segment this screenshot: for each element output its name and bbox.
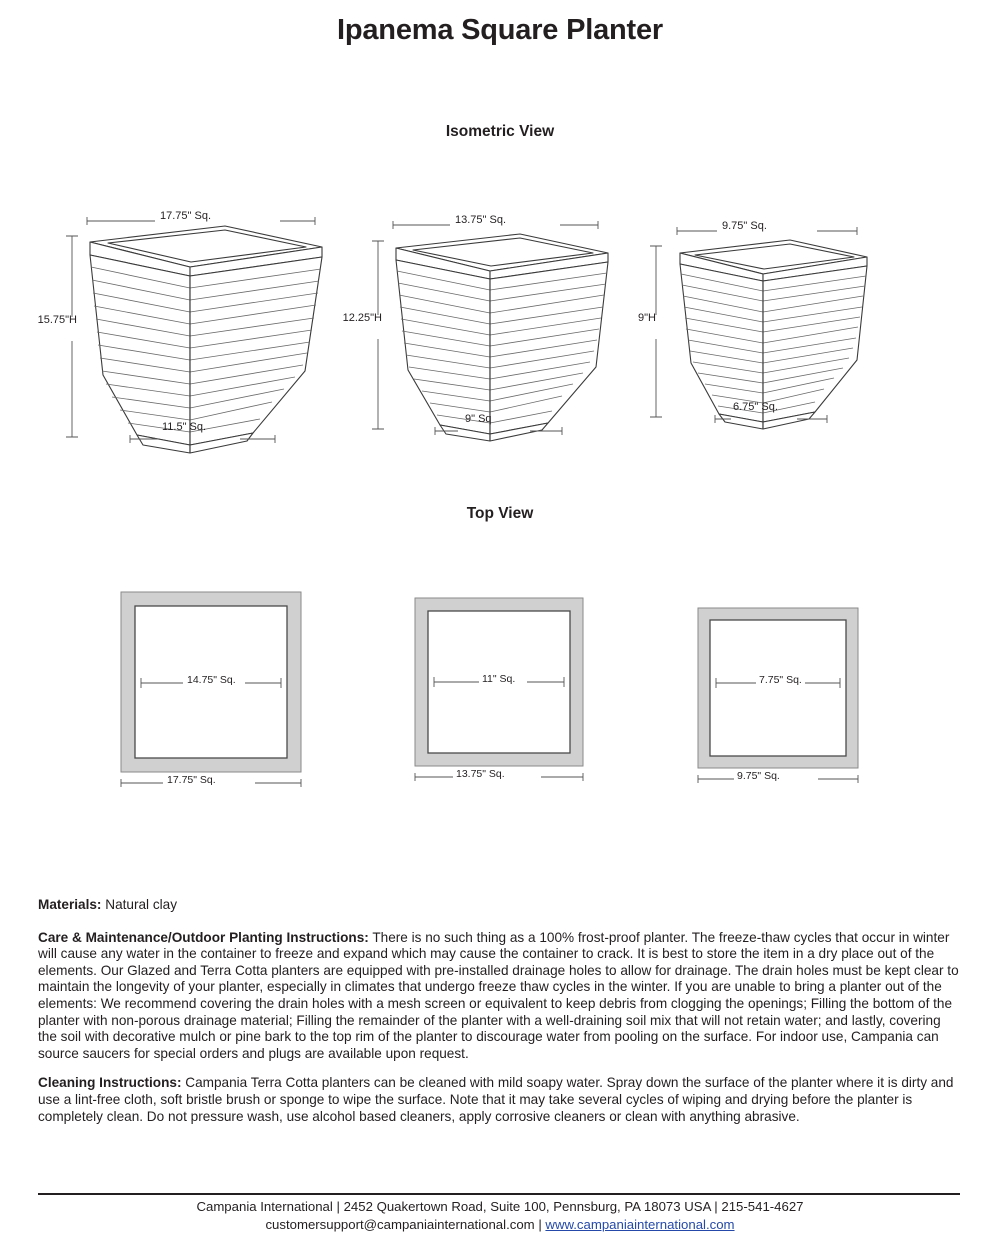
- dimension-label-height-small: 9"H: [638, 312, 656, 324]
- dimension-label-outer-large: 17.75" Sq.: [167, 774, 216, 786]
- dimension-label-inner-large: 14.75" Sq.: [187, 674, 236, 686]
- materials-value: Natural clay: [101, 897, 178, 912]
- top-view-medium: [405, 580, 625, 810]
- section-heading-topview: Top View: [466, 505, 534, 522]
- top-view-drawing-medium: [405, 580, 625, 805]
- care-text: There is no such thing as a 100% frost-proof planter. The freeze-thaw cycles that occur in winter will cause any water in the container to freeze and expand which may cause the container to crack. It is best to store the item in a dry place out of the elements. Our Glazed and Terra Cotta planters are equipped with pre-installed drainage holes to allow for drainage. The drain holes must be kept clear to maintain the longevity of your planter, especially in climates that undergo freeze thaw cycles in the winter. If you are unable to bring a planter out of the elements: We recommend covering the drain holes with a mesh screen or equivalent to keep debris from clogging the openings; Filling the bottom of the planter with non-porous drainage material; Filling the remainder of the planter with a well-draining soil mix that will not retain water; and lastly, covering the soil with decorative mulch or pine bark to the top rim of the planter to discourage water from pooling on the surface. For indoor use, Campania can source saucers for special orders and plugs are available upon request.: [38, 929, 959, 1061]
- footer-separator: |: [534, 1217, 546, 1232]
- isometric-planter-medium: [342, 195, 670, 460]
- care-paragraph: [38, 930, 960, 1063]
- dimension-label-bottom-medium: 9" Sq: [465, 413, 492, 425]
- isometric-drawing-small: [645, 195, 935, 460]
- dimension-label-outer-small: 9.75" Sq.: [737, 770, 780, 782]
- isometric-planter-large: [37, 195, 360, 460]
- dimension-label-bottom-large: 11.5" Sq.: [162, 421, 207, 433]
- top-view-drawing-small: [690, 580, 900, 805]
- dimension-label-top-large: 17.75" Sq.: [160, 210, 211, 222]
- dimension-line-height-medium: [372, 241, 384, 429]
- dimension-label-inner-small: 7.75" Sq.: [759, 674, 802, 686]
- dimension-line-height-small: [650, 246, 662, 417]
- dimension-label-outer-medium: 13.75" Sq.: [456, 768, 505, 780]
- materials-label: Materials:: [38, 897, 102, 912]
- footer-divider: [38, 1193, 960, 1195]
- top-view-drawing-large: [105, 580, 335, 805]
- dimension-line-top-small: [677, 227, 857, 235]
- dimension-line-height-large: [66, 236, 78, 437]
- dimension-label-bottom-small: 6.75" Sq.: [733, 401, 778, 413]
- dimension-label-height-medium: 12.25"H: [342, 312, 382, 324]
- top-view-small: [690, 580, 900, 810]
- materials-paragraph: [38, 897, 960, 914]
- dimension-label-inner-medium: 11" Sq.: [482, 673, 516, 685]
- cleaning-text: Campania Terra Cotta planters can be cleaned with mild soapy water. Spray down the surface of the planter where it is dirty and use a lint-free cloth, soft bristle brush or sponge to wipe the surface. Note that it may take several cycles of wiping and drying before the planter is completely clean. Do not pressure wash, use alcohol based cleaners, apply corrosive cleaners or clean with anything abrasive.: [38, 1075, 954, 1124]
- cleaning-label: Cleaning Instructions:: [38, 1075, 182, 1091]
- footer-contact-line: [0, 1216, 1000, 1234]
- footer-website-link[interactable]: www.campaniainternational.com: [545, 1217, 735, 1232]
- dimension-label-top-small: 9.75" Sq.: [722, 220, 767, 232]
- isometric-planter-small: [638, 195, 935, 460]
- footer-address-line: Campania International | 2452 Quakertown Road, Suite 100, Pennsburg, PA 18073 USA | 215-541-4627: [196, 1199, 804, 1214]
- footer-email[interactable]: customersupport@campaniainternational.com: [265, 1217, 535, 1232]
- section-heading-isometric: Isometric View: [445, 123, 555, 140]
- top-view-row: [0, 580, 1000, 810]
- instructions-block: [38, 897, 960, 1138]
- care-label: Care & Maintenance/Outdoor Planting Instructions:: [38, 929, 369, 945]
- isometric-drawing-medium: [370, 195, 670, 460]
- isometric-view-row: [0, 195, 1000, 460]
- page-title: Ipanema Square Planter: [337, 14, 663, 46]
- dimension-label-height-large: 15.75"H: [37, 314, 77, 326]
- dimension-label-top-medium: 13.75" Sq.: [455, 214, 506, 226]
- top-view-large: [105, 580, 335, 810]
- cleaning-paragraph: [38, 1075, 960, 1125]
- footer: [0, 1198, 1000, 1234]
